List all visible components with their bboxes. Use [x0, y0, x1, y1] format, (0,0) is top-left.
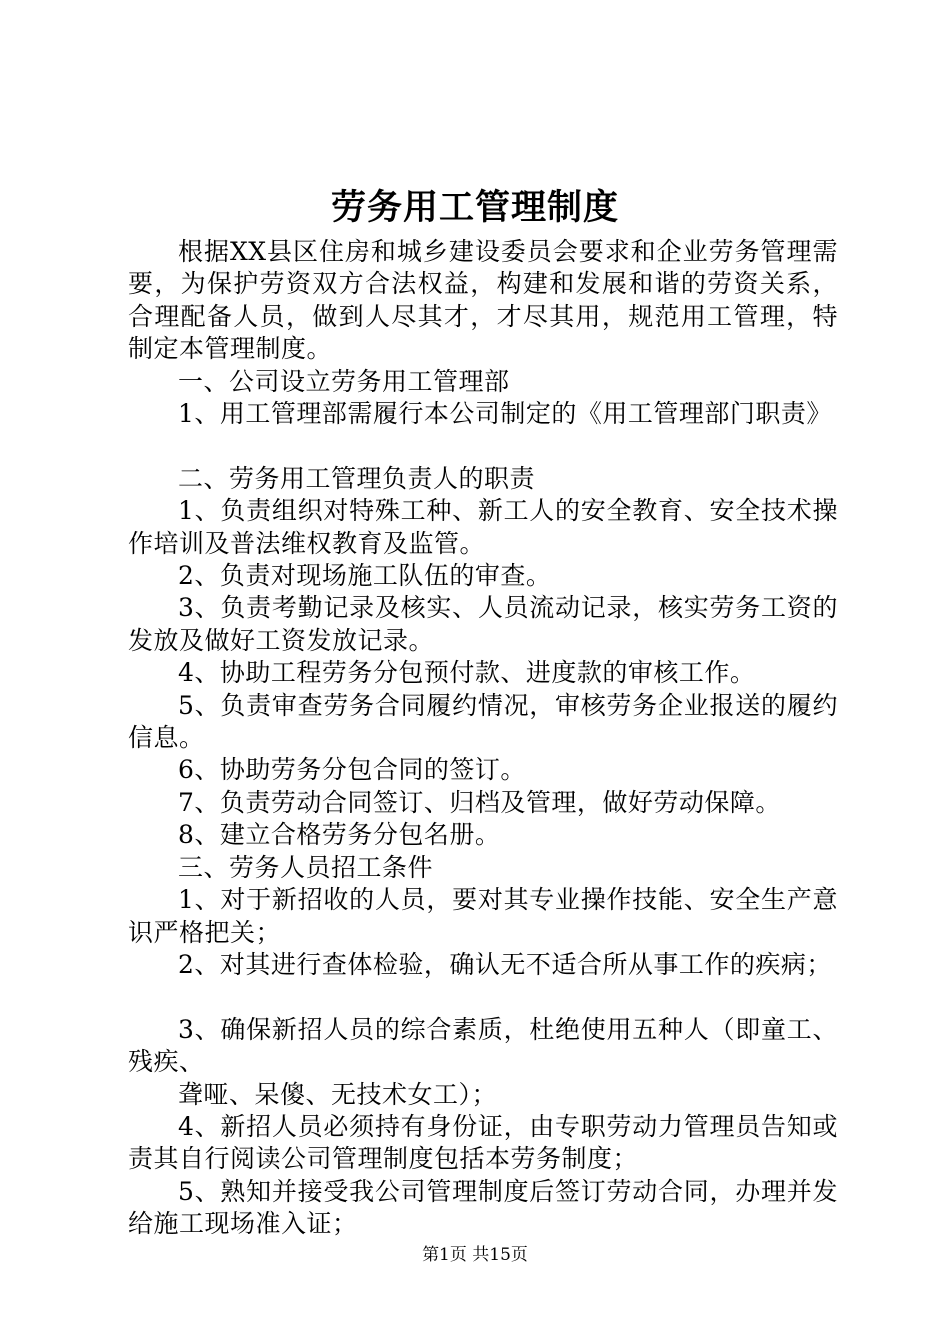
intro-paragraph: 根据XX县区住房和城乡建设委员会要求和企业劳务管理需要，为保护劳资双方合法权益，构建和发展和谐的劳资关系，合理配备人员，做到人尽其才，才尽其用，规范用工管理，特制定本管理制度。 — [128, 237, 838, 364]
section-heading-2: 二、劳务用工管理负责人的职责 — [178, 463, 536, 493]
section-3-item-1: 1、对于新招收的人员，要对其专业操作技能、安全生产意识严格把关； — [128, 885, 838, 947]
section-2-item-3: 3、负责考勤记录及核实、人员流动记录，核实劳务工资的发放及做好工资发放记录。 — [128, 593, 838, 655]
section-2-item-6: 6、协助劳务分包合同的签订。 — [178, 755, 526, 785]
section-3-item-4: 4、新招人员必须持有身份证，由专职劳动力管理员告知或责其自行阅读公司管理制度包括本劳务制度； — [128, 1111, 838, 1174]
section-heading-3: 三、劳务人员招工条件 — [178, 852, 434, 882]
section-3-item-2: 2、对其进行查体检验，确认无不适合所从事工作的疾病； — [178, 949, 832, 979]
section-2-item-2: 2、负责对现场施工队伍的审查。 — [178, 561, 552, 591]
section-2-item-8: 8、建立合格劳务分包名册。 — [178, 820, 501, 850]
section-2-item-1: 1、负责组织对特殊工种、新工人的安全教育、安全技术操作培训及普法维权教育及监管。 — [128, 496, 838, 558]
document-title: 劳务用工管理制度 — [330, 187, 619, 228]
section-heading-1: 一、公司设立劳务用工管理部 — [178, 366, 510, 396]
section-3-item-3: 3、确保新招人员的综合素质，杜绝使用五种人（即童工、残疾、 — [128, 1014, 838, 1077]
page-number-footer: 第1页 共15页 — [422, 1245, 528, 1265]
section-1-item-1: 1、用工管理部需履行本公司制定的《用工管理部门职责》 — [178, 399, 832, 429]
section-2-item-7: 7、负责劳动合同签订、归档及管理，做好劳动保障。 — [178, 787, 781, 817]
section-2-item-4: 4、协助工程劳务分包预付款、进度款的审核工作。 — [178, 658, 756, 688]
section-2-item-5: 5、负责审查劳务合同履约情况，审核劳务企业报送的履约信息。 — [128, 690, 838, 753]
document-body — [128, 236, 838, 1241]
section-3-item-5: 5、熟知并接受我公司管理制度后签订劳动合同，办理并发给施工现场准入证； — [128, 1176, 838, 1239]
blank-line — [128, 430, 838, 462]
section-3-item-3-continued: 聋哑、呆傻、无技术女工）； — [178, 1079, 498, 1109]
blank-line — [128, 981, 838, 1013]
